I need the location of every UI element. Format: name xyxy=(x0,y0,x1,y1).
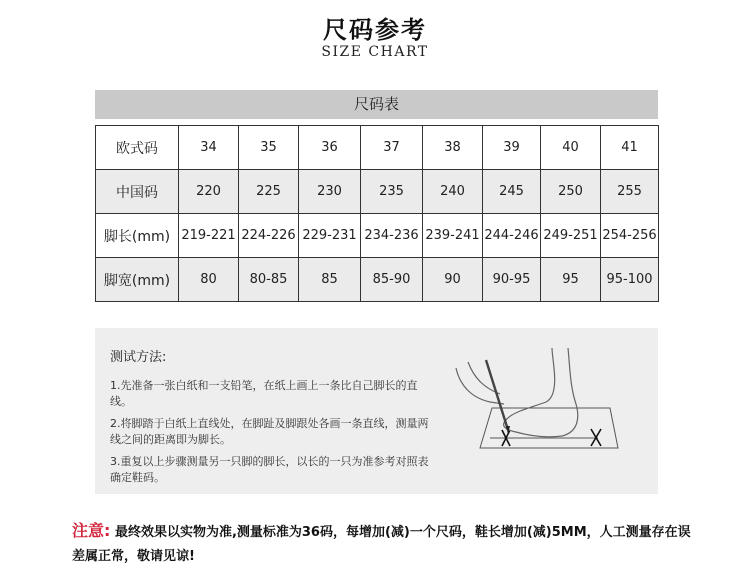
table-cell: 34 xyxy=(179,126,239,170)
table-cell: 249-251 xyxy=(541,214,601,258)
table-row xyxy=(96,258,659,302)
table-cell: 38 xyxy=(423,126,483,170)
table-cell: 40 xyxy=(541,126,601,170)
notice-text: 最终效果以实物为准,测量标准为36码，每增加(减)一个尺码，鞋长增加(减)5MM，人工测量存在误差属正常，敬请见谅! xyxy=(72,525,691,564)
table-row xyxy=(96,214,659,258)
table-cell: 254-256 xyxy=(601,214,659,258)
row-header: 中国码 xyxy=(96,170,179,214)
table-cell: 224-226 xyxy=(239,214,299,258)
table-cell: 80 xyxy=(179,258,239,302)
table-cell: 95 xyxy=(541,258,601,302)
measurement-method-panel xyxy=(95,328,658,494)
table-cell: 240 xyxy=(423,170,483,214)
table-cell: 90-95 xyxy=(483,258,541,302)
table-cell: 39 xyxy=(483,126,541,170)
table-cell: 234-236 xyxy=(361,214,423,258)
table-cell: 225 xyxy=(239,170,299,214)
table-cell: 35 xyxy=(239,126,299,170)
table-cell: 244-246 xyxy=(483,214,541,258)
foot-measurement-illustration-icon xyxy=(450,346,625,476)
notice xyxy=(72,519,692,569)
table-cell: 255 xyxy=(601,170,659,214)
table-cell: 219-221 xyxy=(179,214,239,258)
method-step-3: 3.重复以上步骤测量另一只脚的脚长，以长的一只为准参考对照表确定鞋码。 xyxy=(110,455,429,484)
row-header: 脚宽(mm) xyxy=(96,258,179,302)
row-header: 脚长(mm) xyxy=(96,214,179,258)
table-cell: 229-231 xyxy=(299,214,361,258)
table-row xyxy=(96,126,659,170)
page-title: 尺码参考 xyxy=(323,16,427,44)
table-cell: 239-241 xyxy=(423,214,483,258)
table-cell: 41 xyxy=(601,126,659,170)
table-cell: 245 xyxy=(483,170,541,214)
table-cell: 95-100 xyxy=(601,258,659,302)
row-header: 欧式码 xyxy=(96,126,179,170)
size-table-caption: 尺码表 xyxy=(95,90,658,119)
table-cell: 220 xyxy=(179,170,239,214)
size-table xyxy=(95,125,659,302)
method-step-1: 1.先准备一张白纸和一支铅笔，在纸上画上一条比自己脚长的直线。 xyxy=(110,379,418,408)
table-cell: 235 xyxy=(361,170,423,214)
table-cell: 36 xyxy=(299,126,361,170)
table-cell: 90 xyxy=(423,258,483,302)
table-cell: 37 xyxy=(361,126,423,170)
table-cell: 80-85 xyxy=(239,258,299,302)
method-step-2: 2.将脚踏于白纸上直线处，在脚趾及脚跟处各画一条直线，测量两线之间的距离即为脚长。 xyxy=(110,417,429,446)
table-cell: 85-90 xyxy=(361,258,423,302)
notice-label: 注意: xyxy=(72,521,111,540)
table-cell: 230 xyxy=(299,170,361,214)
table-row xyxy=(96,170,659,214)
method-title: 测试方法: xyxy=(110,350,167,365)
page-subtitle: SIZE CHART xyxy=(321,44,429,60)
table-cell: 85 xyxy=(299,258,361,302)
table-cell: 250 xyxy=(541,170,601,214)
